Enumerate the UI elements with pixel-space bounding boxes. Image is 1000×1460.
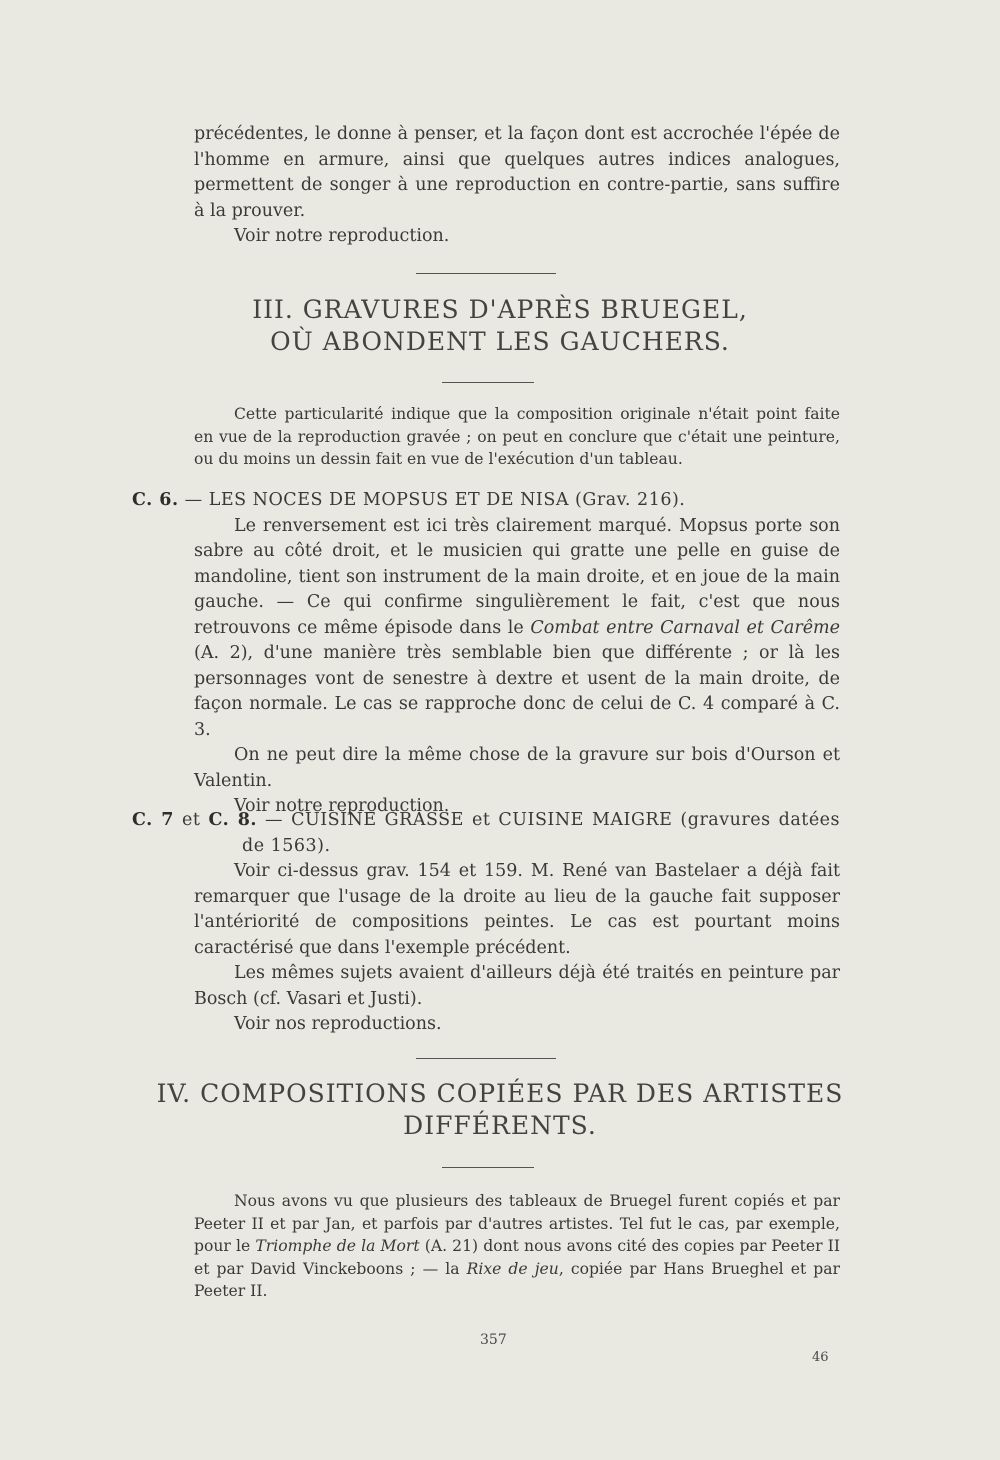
section-4-text-c: , copiée par Hans Brueghel et par Peeter II. — [194, 1259, 841, 1300]
entry-c6-work-title: Combat entre Carnaval et Carême — [530, 617, 841, 638]
entry-c6-text-a: Le renversement est ici très clairement marqué. Mopsus porte son sabre au côté droit, et le musicien qui gratte une pelle en guise de mandoline, tient son instrument de la main droite, et en joue de la main gauche. — Ce qui confirme singulièrement le fait, c'est que nous retrouvons ce même épisode dans le — [194, 515, 840, 638]
entry-c7-c8-see-reproductions: Voir nos reproductions. — [234, 1014, 442, 1034]
intro-paragraph: précédentes, le donne à penser, et la façon dont est accrochée l'épée de l'homme en armure, ainsi que quelques autres indices analogues, permettent de songer à une reproduction en contre-partie, sans suffire à la prouver. — [194, 124, 840, 221]
entry-c6-title: — LES NOCES DE MOPSUS ET DE NISA (Grav. 216). — [178, 490, 686, 510]
entry-c7-c8 — [132, 808, 840, 1038]
entry-c7-c8-and: et — [173, 810, 209, 830]
entry-c7-c8-title: — CUISINE GRASSE et CUISINE MAIGRE (gravures datées de 1563). — [242, 810, 841, 856]
entry-c6-paragraph — [194, 514, 840, 744]
section-divider-2 — [416, 1058, 556, 1059]
intro-see-reproduction: Voir notre reproduction. — [234, 226, 450, 246]
section-3-title-line-1: III. GRAVURES D'APRÈS BRUEGEL, — [252, 295, 748, 324]
section-4-heading — [130, 1078, 870, 1142]
page-number: 357 — [480, 1332, 507, 1348]
entry-c6-text-b: (A. 2), d'une manière très semblable bien que différente ; or là les personnages vont de senestre à dextre et usent de la main droite, de façon normale. Le cas se rapproche donc de celui de C. 4 comparé à C. 3. — [194, 643, 840, 740]
section-4-title-line-2: DIFFÉRENTS. — [403, 1111, 597, 1140]
entry-c6-heading — [132, 488, 840, 514]
entry-c6-paragraph-2: On ne peut dire la même chose de la gravure sur bois d'Ourson et Valentin. — [194, 745, 840, 791]
section-4-work-title-2: Rixe de jeu — [466, 1259, 559, 1278]
entry-c6-see-reproduction: Voir notre reproduction. — [234, 796, 450, 816]
section-4-work-title-1: Triomphe de la Mort — [255, 1237, 420, 1255]
section-3-title-line-2: OÙ ABONDENT LES GAUCHERS. — [270, 327, 730, 356]
entry-c6 — [132, 488, 840, 820]
section-4-body — [194, 1190, 840, 1303]
section-4-paragraph — [194, 1190, 840, 1303]
entry-c7-c8-heading — [132, 808, 840, 859]
section-4-text-b: (A. 21) dont nous avons cité des copies par Peeter II et par David Vinckeboons ; — la — [194, 1237, 841, 1278]
section-3-heading — [140, 294, 860, 358]
signature-mark: 46 — [812, 1350, 829, 1365]
entry-c6-label: C. 6. — [132, 490, 179, 510]
section-divider — [416, 273, 556, 274]
section-4-title-line-1: IV. COMPOSITIONS COPIÉES PAR DES ARTISTES — [156, 1079, 844, 1108]
entry-c7-c8-paragraph-1: Voir ci-dessus grav. 154 et 159. M. René van Bastelaer a déjà fait remarquer que l'usage de la droite au lieu de la gauche fait supposer l'antériorité de compositions peintes. Le cas est pourtant moins caractérisé que dans l'exemple précédent. — [194, 861, 840, 958]
entry-c7-label: C. 7 — [132, 810, 174, 830]
heading-divider — [442, 382, 534, 383]
heading-divider-2 — [442, 1167, 534, 1168]
intro-block — [194, 122, 840, 250]
entry-c7-c8-paragraph-2: Les mêmes sujets avaient d'ailleurs déjà été traités en peinture par Bosch (cf. Vasari et Justi). — [194, 963, 840, 1009]
section-3-intro: Cette particularité indique que la composition originale n'était point faite en vue de la reproduction gravée ; on peut en conclure que c'était une peinture, ou du moins un dessin fait en vue de l'exécution d'un tableau. — [194, 405, 840, 468]
entry-c8-label: C. 8. — [208, 810, 258, 830]
section-3-intro-block — [194, 403, 840, 471]
section-4-text-a: Nous avons vu que plusieurs des tableaux de Bruegel furent copiés et par Peeter II et par Jan, et parfois par d'autres artistes. Tel fut le cas, par exemple, pour le — [194, 1192, 840, 1255]
